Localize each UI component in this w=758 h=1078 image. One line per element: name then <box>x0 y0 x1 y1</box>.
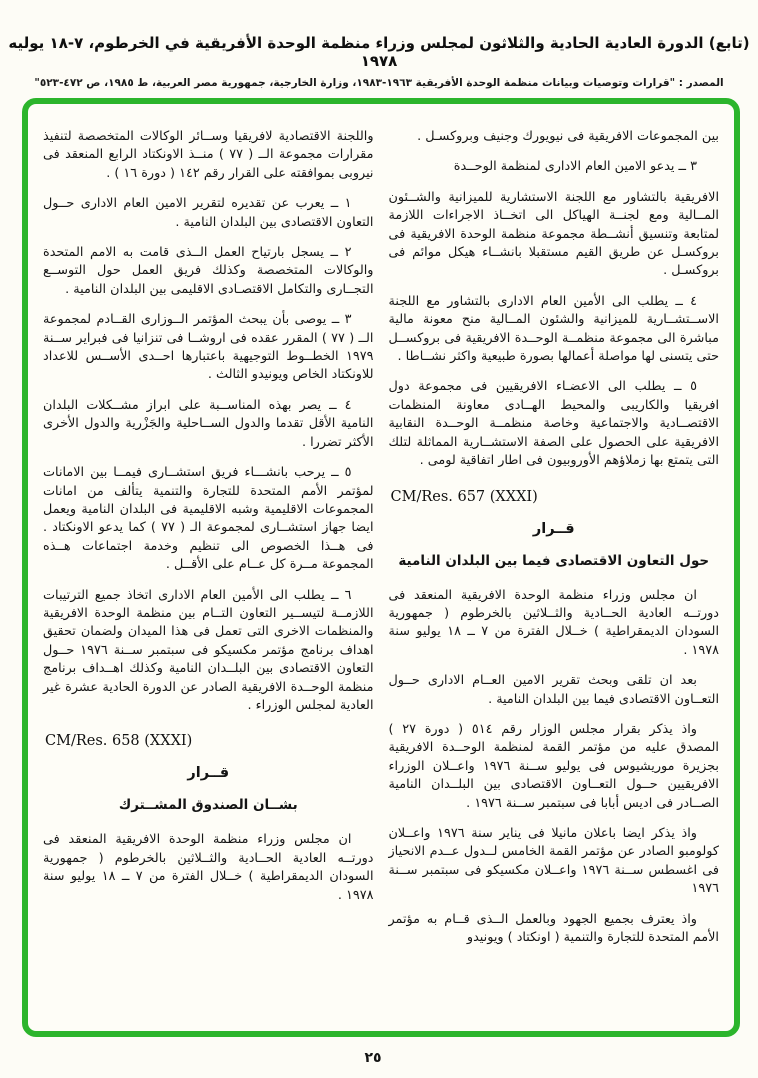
page-number: ٢٥ <box>364 1050 382 1066</box>
resolution-658-subject: بشــان الصندوق المشــترك <box>118 797 298 814</box>
paragraph-preamble: ان مجلس وزراء منظمة الوحدة الافريقية المنعقد فى دورتــه العادية الحــادية والثــلاثين بالخرطوم ( جمهورية السودان الديمقراطية ) خــلال الفترة من ٧ ــ ١٨ يوليو سنة ١٩٧٨ . <box>43 832 374 903</box>
resolution-657-heading: قــرار <box>532 520 575 537</box>
paragraph-item-6: ٦ ــ يطلب الى الأمين العام الادارى اتخاذ جميع الترتيبات اللازمــة لتيســير التعاون التــام بين منظمة الوحدة الافريقية والمنظمات الاخرى التى تعمل فى هذا الميدان ولضمان تحقيق اهداف برنامج مؤتمر مكسيكو فى سبتمبر ســنة ١٩٧٦ حــول التعاون الاقتصادى بين البلــدان النامية وكذلك اهــداف برنامج منظمة الوحــدة الافريقية الصادر عن الدورة الحادية عشرة غير العادية لمجلس الوزراء . <box>43 587 374 713</box>
paragraph-preamble: واذ يذكر ايضا باعلان مانيلا فى يناير سنة ١٩٧٦ واعــلان كولومبو الصادر عن مؤتمر القمة الخامس لــدول عــدم الانحياز فى اغسطس ســنة ١٩٧٦ واعــلان مكسيكو فى سبتمبر ســنة ١٩٧٦ <box>388 825 719 897</box>
paragraph-preamble: واذ يعترف بجميع الجهود وبالعمل الــذى قــام به مؤتمر الأمم المتحدة للتجارة والتنمية ( اونكتاد ) ويونيدو <box>388 911 719 945</box>
resolution-657-subject: حول التعاون الاقتصادى فيما بين البلدان النامية <box>398 552 710 569</box>
column-right <box>389 128 720 1021</box>
paragraph-item-5: ٥ ــ يطلب الى الاعضـاء الافريقيين فى مجموعة دول افريقيا والكاريبى والمحيط الهــادى معاونة المنظمات الاقتصــادية والاجتماعية وخاصة منظمــة الوحــدة النقابية الافريقية على الحصول على الصفة الاستشــارية المماثلة لتلك التى يتمتع بها زملاؤهم الأوروبيون فى اطار اتفاقية لومى . <box>388 379 719 469</box>
header-source-line: المصدر : "قرارات وتوصيات وبيانات منظمة الوحدة الأفريقية ١٩٦٣-١٩٨٣، وزارة الخارجية، جمهورية مصر العربية، ط ١٩٨٥، ص ٤٧٢-٥٢٣" <box>34 77 724 89</box>
paragraph-item-4: ٤ ــ يصر بهذه المناســبة على ابراز مشــكلات البلدان النامية الأقل تقدما والدول الســاحلية والجَزْرية والدول الأخرى الأكثر تضررا . <box>43 397 374 450</box>
paragraph-preamble: بعد ان تلقى وبحث تقرير الامين العــام الادارى حــول التعــاون الاقتصادى فيما بين البلدان النامية . <box>388 673 719 707</box>
paragraph-item-1: ١ ــ يعرب عن تقديره لتقرير الامين العام الادارى حــول التعاون الاقتصادى بين البلدان النامية . <box>43 196 374 230</box>
paragraph-item-3: ٣ ــ يوصى بأن يبحث المؤتمر الــوزارى القــادم لمجموعة الــ ( ٧٧ ) المقرر عقده فى اروشــا فى تنزانيا فى فبراير ســنة ١٩٧٩ الخطــوط التوجيهية باعتبارها احــدى الأســس للاعداد للاونكتاد الخاص ويونيدو الثالث . <box>43 312 374 383</box>
paragraph-continuation: واللجنة الاقتصادية لافريقيا وســائر الوكالات المتخصصة لتنفيذ مقرارات مجموعة الــ ( ٧٧ ) منــذ الاونكتاد الرابع المنعقد فى نيروبى بموافقته على القرار رقم ١٤٢ ( دورة ١٦ ) . <box>43 129 374 181</box>
paragraph: بين المجموعات الافريقية فى نيويورك وجنيف وبروكسـل . <box>417 129 719 144</box>
page-header <box>0 34 758 89</box>
column-left <box>43 128 374 1021</box>
resolution-658-heading: قــرار <box>187 765 230 782</box>
paragraph-item-5: ٥ ــ يرحب بانشـــاء فريق استشــارى فيمــا بين الامانات لمؤتمر الأمم المتحدة للتجارة والتنمية يتألف من امانات المجموعات الاقليمية وشبه الاقليمية فى البلدان النامية ويعمل ايضا جهاز استشــارى لمجموعة الـ ( ٧٧ ) كما يدعو الاونكتاد . فى هــذا الخصوص الى تنظيم وخدمة اجتماعات هــذه المجموعة مــرة كل عــام على الأقــل . <box>43 465 374 573</box>
paragraph: الافريقية بالتشاور مع اللجنة الاستشارية للميزانية والشــئون المــالية ومع لجنــة الهياكل الى اتخــاذ الاجراءات اللازمة لمتابعة وتنسيق أنشــطة مجموعة منظمة الوحدة الافريقية فى بروكسـل عن طريق القيم مستقبلا بانشــاء هيكل موائم فى بروكسـل . <box>388 189 719 279</box>
resolution-657-code: CM/Res. 657 (XXXI) <box>390 488 538 505</box>
paragraph-preamble: ان مجلس وزراء منظمة الوحدة الافريقية المنعقد فى دورتــه العادية الحــادية والثــلاثين بالخرطوم ( جمهورية السودان الديمقراطية ) خــلال الفترة من ٧ ــ ١٨ يوليو سنة ١٩٧٨ . <box>388 587 720 658</box>
paragraph-item-4: ٤ ــ يطلب الى الأمين العام الادارى بالتشاور مع اللجنة الاســتشــارية للميزانية والشئون المــالية منح معونة مالية مباشرة الى مجموعة منظمــة الوحــدة الافريقية فى بروكســل حتى يتسنى لها مواصلة أعمالها بصورة طبيعية واكثر نشــاطا . <box>388 293 719 365</box>
two-column-layout <box>43 128 719 1021</box>
header-title: (تابع) الدورة العادية الحادية والثلاثون لمجلس وزراء منظمة الوحدة الأفريقية في الخرطوم، ٧-١٨ يوليه ١٩٧٨ <box>8 34 750 70</box>
paragraph-item-2: ٢ ــ يسجل بارتياح العمل الــذى قامت به الامم المتحدة والوكالات المتخصصة وكذلك فريق العمل حول التوســع التجــارى والتكامل الاقتصـادى الاقليمى بين البلدان النامية . <box>43 245 374 297</box>
paragraph-preamble: واذ يذكر بقرار مجلس الوزار رقم ٥١٤ ( دورة ٢٧ ) المصدق عليه من مؤتمر القمة لمنظمة الوحــدة الافريقية بجزيرة موريشيوس فى يوليو ســنة ١٩٧٦ واعــلان الوزراء الافريقيين حــول التعــاون الاقتصادى بين البلــدان النامية الصــادر فى اديس أبابا فى سبتمبر ســنة ١٩٧٦ . <box>388 721 719 811</box>
paragraph-item-3: ٣ ــ يدعو الامين العام الادارى لمنظمة الوحــدة <box>453 159 697 175</box>
green-content-frame <box>22 98 740 1037</box>
resolution-658-code: CM/Res. 658 (XXXI) <box>45 733 193 750</box>
